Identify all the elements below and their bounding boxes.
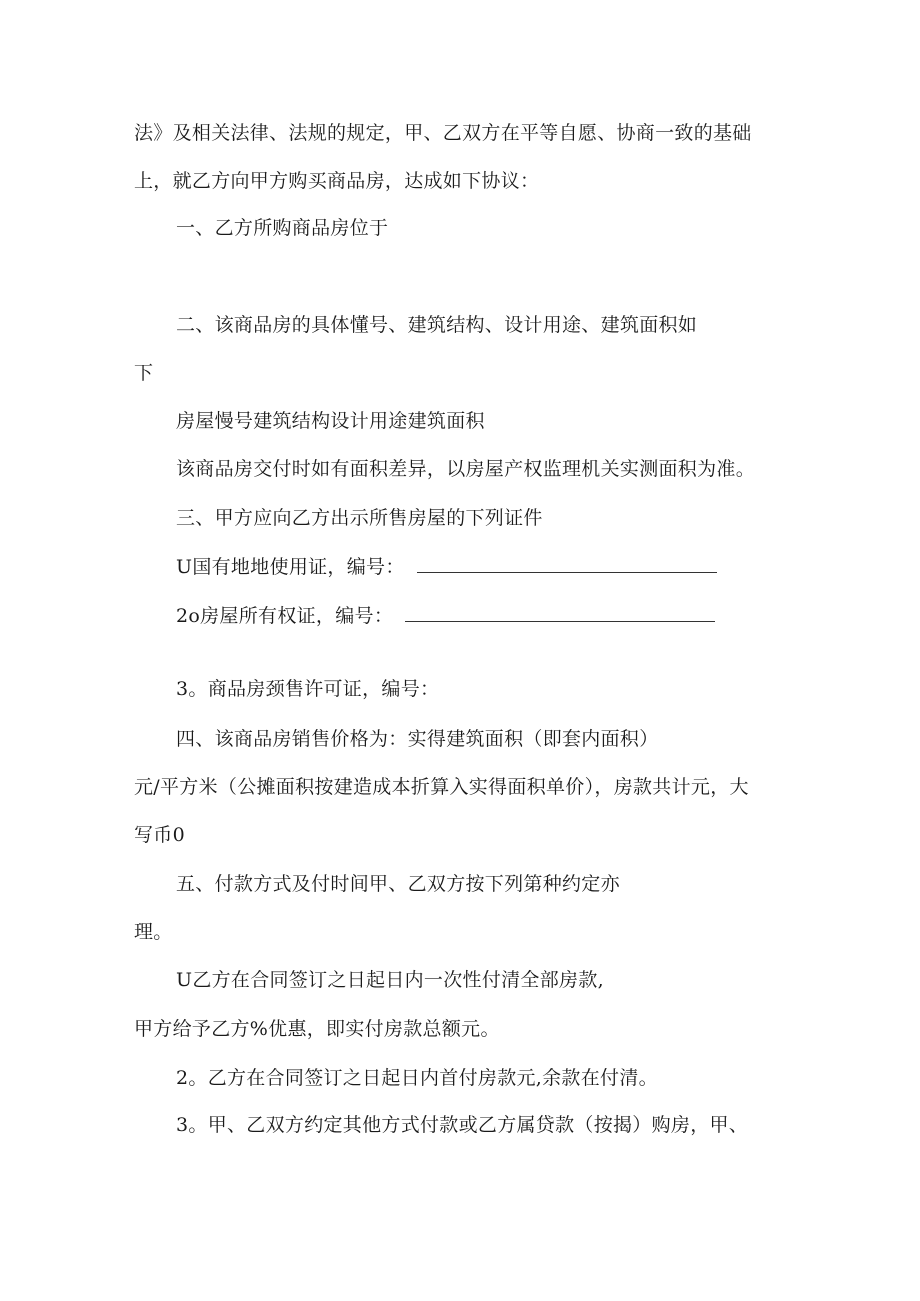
area-difference-note: 该商品房交付时如有面积差异，以房屋产权监理机关实测面积为准。 xyxy=(176,458,756,480)
paragraph-line: 下 xyxy=(134,362,154,384)
clause-4-price: 四、该商品房销售价格为：实得建筑面积（即套内面积） xyxy=(176,728,659,750)
clause-1-location: 一、乙方所购商品房位于 xyxy=(176,217,389,239)
clause-3-heading: 三、甲方应向乙方出示所售房屋的下列证件 xyxy=(176,507,543,529)
clause-5-payment: 五、付款方式及付时间甲、乙双方按下列第种约定亦 xyxy=(176,873,620,895)
ownership-certificate-line xyxy=(176,603,715,628)
ownership-certificate-label: 2o房屋所有权证，编号： xyxy=(176,605,394,627)
paragraph-line: 法》及相关法律、法规的规定，甲、乙双方在平等自愿、协商一致的基础 xyxy=(134,122,752,144)
paragraph-line: 理。 xyxy=(134,921,173,943)
payment-option-2: 2。乙方在合同签订之日起日内首付房款元,余款在付清。 xyxy=(176,1067,658,1089)
paragraph-line: 写币0 xyxy=(134,824,185,846)
paragraph-line: 元/平方米（公摊面积按建造成本折算入实得面积单价），房款共计元，大 xyxy=(134,776,749,798)
paragraph-line: 甲方给予乙方%优惠，即实付房款总额元。 xyxy=(134,1018,500,1040)
presale-permit-line: 3。商品房颈售许可证，编号： xyxy=(176,678,440,700)
land-use-certificate-blank xyxy=(417,554,717,573)
table-header-row: 房屋慢号建筑结构设计用途建筑面积 xyxy=(176,410,485,432)
payment-option-1: U乙方在合同签订之日起日内一次性付清全部房款, xyxy=(176,969,604,991)
payment-option-3: 3。甲、乙双方约定其他方式付款或乙方属贷款（按揭）购房，甲、 xyxy=(176,1114,749,1136)
ownership-certificate-blank xyxy=(405,603,715,622)
land-use-certificate-line xyxy=(176,554,717,579)
clause-2-heading: 二、该商品房的具体懂号、建筑结构、设计用途、建筑面积如 xyxy=(176,314,698,336)
paragraph-line: 上，就乙方向甲方购买商品房，达成如下协议： xyxy=(134,170,540,192)
land-use-certificate-label: U国有地地使用证，编号： xyxy=(176,556,405,578)
